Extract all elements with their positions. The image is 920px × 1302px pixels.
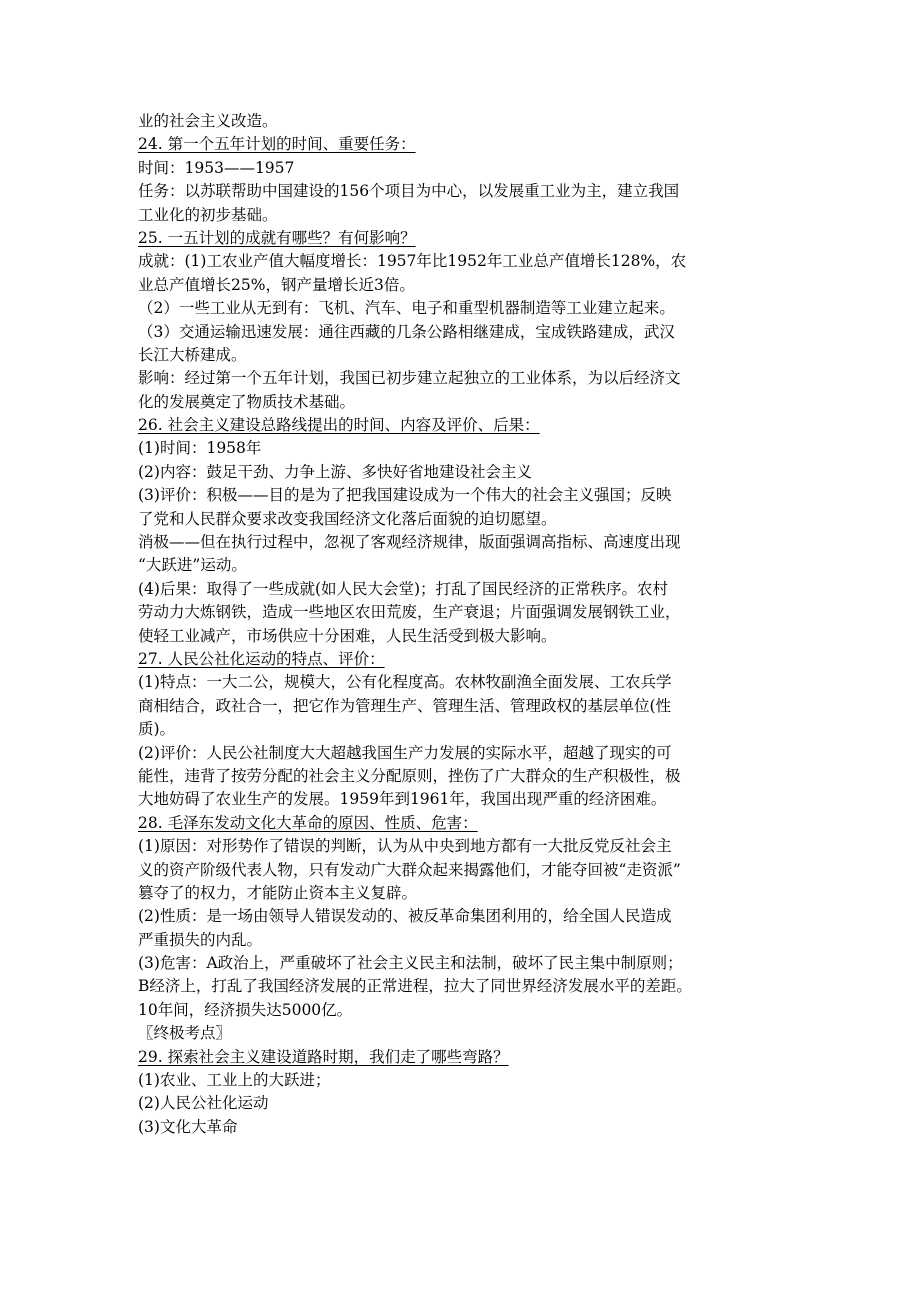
text-line: 长江大桥建成。 (138, 345, 247, 364)
text-line: 成就：(1)工农业产值大幅度增长：1957年比1952年工业总产值增长128%，农 (138, 252, 687, 271)
text-line: 劳动力大炼钢铁，造成一些地区农田荒废，生产衰退；片面强调发展钢铁工业， (138, 603, 681, 622)
text-line: 严重损失的内乱。 (138, 930, 263, 949)
text-line: 化的发展奠定了物质技术基础。 (138, 392, 356, 411)
text-line: 影响：经过第一个五年计划，我国已初步建立起独立的工业体系，为以后经济文 (138, 369, 681, 388)
text-line: (3)文化大革命 (138, 1117, 238, 1136)
text-line: (2)性质：是一场由领导人错误发动的、被反革命集团利用的，给全国人民造成 (138, 907, 672, 926)
text-line: (4)后果：取得了一些成就(如人民大会堂)；打乱了国民经济的正常秩序。农村 (138, 579, 669, 598)
text-line: 消极——但在执行过程中，忽视了客观经济规律，版面强调高指标、高速度出现 (138, 533, 681, 552)
text-line: (1)特点：一大二公，规模大，公有化程度高。农林牧副渔全面发展、工农兵学 (138, 673, 672, 692)
text-line: (1)时间：1958年 (138, 439, 262, 458)
text-line: 质)。 (138, 720, 176, 739)
text-line: (2)人民公社化运动 (138, 1094, 269, 1113)
text-line: 工业化的初步基础。 (138, 205, 278, 224)
section-heading: 24. 第一个五年计划的时间、重要任务： (138, 135, 416, 154)
text-line: B经济上，打乱了我国经济发展的正常进程，拉大了同世界经济发展水平的差距。 (138, 977, 692, 996)
section-heading: 27. 人民公社化运动的特点、评价： (138, 649, 385, 668)
text-line: (1)农业、工业上的大跃进； (138, 1071, 331, 1090)
text-line: 义的资产阶级代表人物，只有发动广大群众起来揭露他们，才能夺回被“走资派” (138, 860, 681, 879)
section-heading: 28. 毛泽东发动文化大革命的原因、性质、危害： (138, 813, 478, 832)
text-line: 业的社会主义改造。 (138, 112, 278, 130)
text-line: （3）交通运输迅速发展：通往西藏的几条公路相继建成，宝成铁路建成，武汉 (138, 322, 675, 341)
section-heading: 25. 一五计划的成就有哪些？有何影响？ (138, 228, 416, 247)
text-line: 了党和人民群众要求改变我国经济文化落后面貌的迫切愿望。 (138, 509, 557, 528)
text-line: (2)内容：鼓足干劲、力争上游、多快好省地建设社会主义 (138, 462, 532, 481)
text-line: 大地妨碍了农业生产的发展。1959年到1961年，我国出现严重的经济困难。 (138, 790, 667, 809)
text-line: (1)原因：对形势作了错误的判断，认为从中央到地方都有一大批反党反社会主 (138, 837, 672, 856)
text-line: 使轻工业减产，市场供应十分困难，人民生活受到极大影响。 (138, 626, 557, 645)
text-line: 业总产值增长25%，钢产量增长近3倍。 (138, 275, 415, 294)
text-line: “大跃进”运动。 (138, 556, 247, 575)
section-heading: 29. 探索社会主义建设道路时期，我们走了哪些弯路？ (138, 1047, 509, 1066)
section-heading: 26. 社会主义建设总路线提出的时间、内容及评价、后果： (138, 416, 540, 435)
text-line: （2）一些工业从无到有：飞机、汽车、电子和重型机器制造等工业建立起来。 (138, 299, 675, 318)
text-line: 10年间，经济损失达5000亿。 (138, 1000, 353, 1019)
text-line: 能性，违背了按劳分配的社会主义分配原则，挫伤了广大群众的生产积极性，极 (138, 766, 681, 785)
text-line: 时间：1953——1957 (138, 158, 295, 177)
text-line: 篡夺了的权力，才能防止资本主义复辟。 (138, 883, 418, 902)
text-line: (2)评价：人民公社制度大大超越我国生产力发展的实际水平，超越了现实的可 (138, 743, 672, 762)
text-line: 商相结合，政社合一，把它作为管理生产、管理生活、管理政权的基层单位(性 (138, 696, 672, 715)
document-page (138, 110, 798, 1139)
text-line: 任务：以苏联帮助中国建设的156个项目为中心，以发展重工业为主，建立我国 (138, 182, 680, 201)
text-line: (3)危害：A政治上，严重破坏了社会主义民主和法制，破坏了民主集中制原则； (138, 954, 683, 973)
text-line: 〖终极考点〗 (138, 1024, 232, 1043)
text-line: (3)评价：积极——目的是为了把我国建设成为一个伟大的社会主义强国；反映 (138, 486, 672, 505)
